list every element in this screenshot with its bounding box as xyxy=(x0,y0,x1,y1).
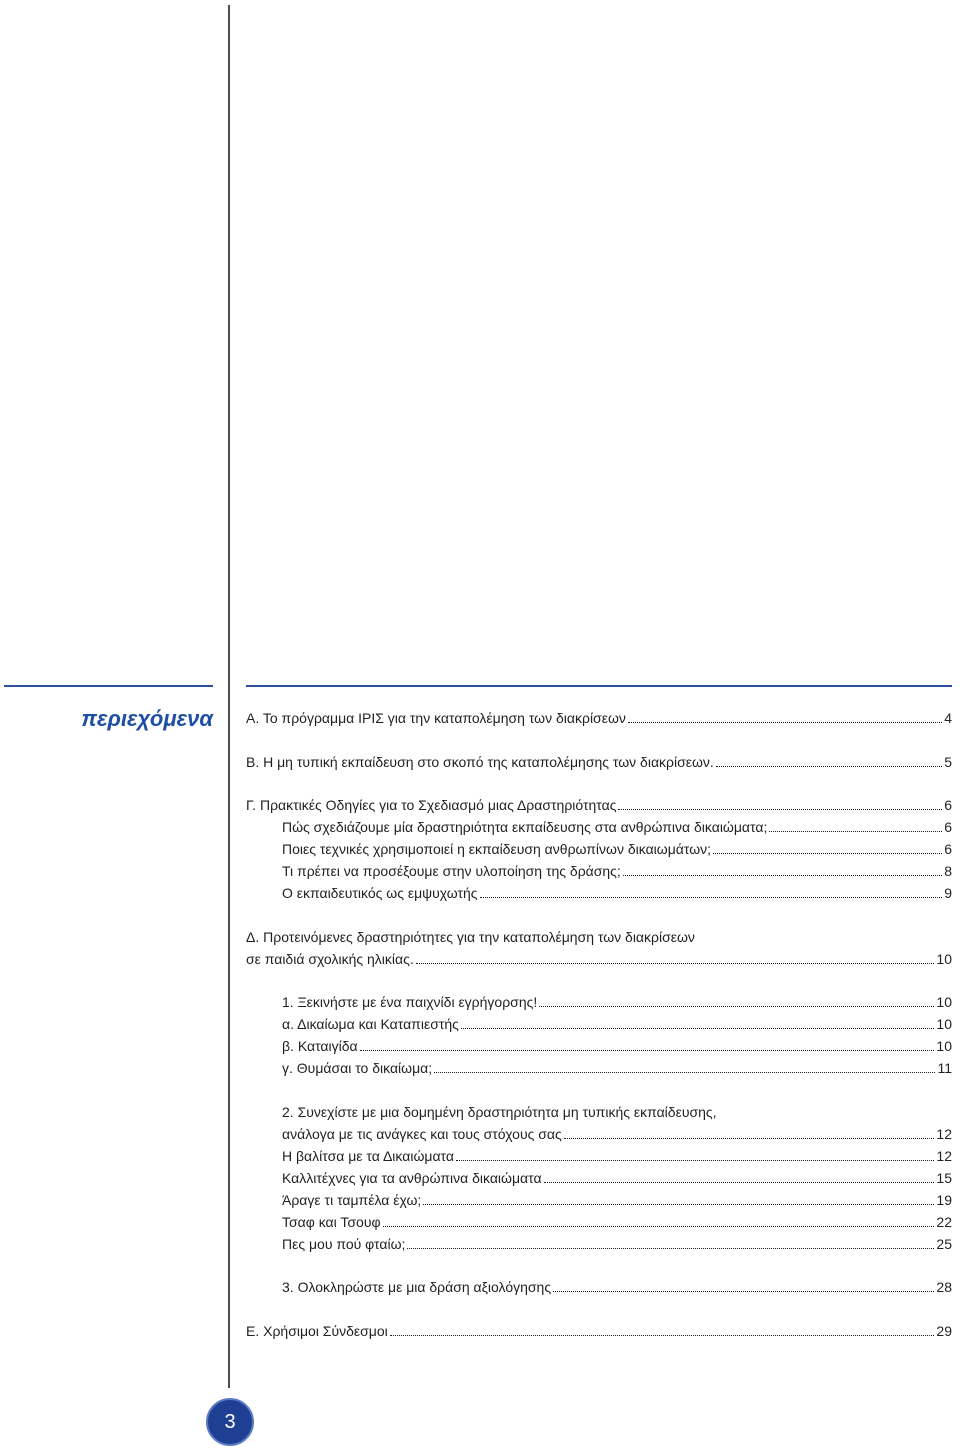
toc-entry-page: 10 xyxy=(936,950,952,967)
toc-entry-title: Η βαλίτσα με τα Δικαιώματα xyxy=(282,1147,454,1164)
toc-entry-page: 12 xyxy=(936,1147,952,1164)
toc-subentry xyxy=(246,1233,952,1255)
toc-subentry xyxy=(246,882,952,904)
toc-entry-page: 10 xyxy=(936,994,952,1010)
dot-leader xyxy=(623,875,942,876)
toc-entry-title: Άραγε τι ταμπέλα έχω; xyxy=(282,1191,422,1208)
toc-entry-title: β. Καταιγίδα xyxy=(282,1038,358,1054)
toc-entry-page: 6 xyxy=(944,819,952,835)
toc-subentry xyxy=(246,1276,952,1298)
toc-entry-page: 8 xyxy=(944,863,952,879)
toc-list xyxy=(246,707,952,1342)
dot-leader xyxy=(416,963,935,964)
title-rule xyxy=(4,685,213,687)
dot-leader xyxy=(407,1248,934,1249)
toc-subentry xyxy=(246,838,952,860)
toc-entry-page: 9 xyxy=(944,885,952,901)
toc-entry-page: 10 xyxy=(936,1016,952,1032)
toc-entry xyxy=(246,794,952,816)
toc-subentry xyxy=(246,1189,952,1211)
toc-entry-title: Τσαφ και Τσουφ xyxy=(282,1213,381,1230)
toc-subentry xyxy=(246,1123,952,1145)
toc-entry xyxy=(246,751,952,773)
toc-entry-first-line: Δ. Προτεινόμενες δραστηριότητες για την καταπολέμηση των διακρίσεων xyxy=(246,928,695,945)
page-title: περιεχόμενα xyxy=(81,706,213,731)
toc-entry-title: γ. Θυμάσαι το δικαίωμα; xyxy=(282,1060,433,1076)
page-number-badge: 3 xyxy=(206,1398,254,1446)
toc-entry-title: Ε. Χρήσιμοι Σύνδεσμοι xyxy=(246,1322,388,1339)
toc-subentry xyxy=(246,1013,952,1035)
toc-entry-page: 5 xyxy=(944,753,952,770)
dot-leader xyxy=(769,831,942,832)
toc-subentry xyxy=(246,860,952,882)
toc-entry-title: Πες μου πού φταίω; xyxy=(282,1235,406,1252)
toc-entry-first-line: 2. Συνεχίστε με μια δομημένη δραστηριότητα μη τυπικής εκπαίδευσης, xyxy=(282,1103,717,1120)
toc-entry-title: Β. Η μη τυπική εκπαίδευση στο σκοπό της καταπολέμησης των διακρίσεων. xyxy=(246,753,714,770)
dot-leader xyxy=(553,1291,934,1292)
toc-subentry xyxy=(246,991,952,1013)
toc-entry xyxy=(246,948,952,970)
dot-leader xyxy=(564,1138,935,1139)
toc-entry xyxy=(246,707,952,729)
dot-leader xyxy=(539,1006,934,1007)
dot-leader xyxy=(360,1050,935,1051)
toc-entry-page: 4 xyxy=(944,710,952,726)
toc-subentry xyxy=(246,1167,952,1189)
toc-top-rule xyxy=(246,685,952,687)
dot-leader xyxy=(544,1182,935,1183)
toc-entry-title: Γ. Πρακτικές Οδηγίες για το Σχεδιασμό μιας Δραστηριότητας xyxy=(246,797,617,813)
toc-entry-title: Πώς σχεδιάζουμε μία δραστηριότητα εκπαίδευσης στα ανθρώπινα δικαιώματα; xyxy=(282,819,768,835)
toc-entry-title: Ποιες τεχνικές χρησιμοποιεί η εκπαίδευση ανθρωπίνων δικαιωμάτων; xyxy=(282,841,712,857)
toc-entry-page: 6 xyxy=(944,841,952,857)
toc-entry-title: ανάλογα με τις ανάγκες και τους στόχους σας xyxy=(282,1125,562,1142)
dot-leader xyxy=(434,1072,935,1073)
toc-subentry xyxy=(246,1057,952,1079)
toc-entry-page: 19 xyxy=(936,1191,952,1208)
toc-entry-page: 29 xyxy=(936,1322,952,1339)
toc-entry-title: Ο εκπαιδευτικός ως εμψυχωτής xyxy=(282,885,478,901)
toc-entry-title: 1. Ξεκινήστε με ένα παιχνίδι εγρήγορσης! xyxy=(282,994,538,1010)
dot-leader xyxy=(480,897,943,898)
dot-leader xyxy=(423,1204,934,1205)
dot-leader xyxy=(628,722,942,723)
toc-entry-page: 25 xyxy=(936,1235,952,1252)
toc-entry-page: 22 xyxy=(936,1213,952,1230)
toc-entry-title: α. Δικαίωμα και Καταπιεστής xyxy=(282,1016,459,1032)
toc-entry-page: 10 xyxy=(936,1038,952,1054)
vertical-divider xyxy=(228,5,230,1388)
toc-entry-page: 28 xyxy=(936,1279,952,1295)
dot-leader xyxy=(713,853,942,854)
toc-entry-page: 6 xyxy=(944,797,952,813)
toc-subentry xyxy=(246,816,952,838)
toc-entry-title: Καλλιτέχνες για τα ανθρώπινα δικαιώματα xyxy=(282,1169,542,1186)
toc-subentry xyxy=(246,1035,952,1057)
toc-entry-title: Α. Το πρόγραμμα ΙΡΙΣ για την καταπολέμηση των διακρίσεων xyxy=(246,710,626,726)
dot-leader xyxy=(456,1160,934,1161)
toc-entry-title: σε παιδιά σχολικής ηλικίας. xyxy=(246,950,414,967)
toc-subentry xyxy=(246,1145,952,1167)
dot-leader xyxy=(461,1028,935,1029)
dot-leader xyxy=(390,1335,935,1336)
toc-subentry xyxy=(246,1211,952,1233)
dot-leader xyxy=(618,809,942,810)
toc-entry-title: 3. Ολοκληρώστε με μια δράση αξιολόγησης xyxy=(282,1279,552,1295)
toc-entry-page: 12 xyxy=(936,1125,952,1142)
dot-leader xyxy=(716,766,942,767)
dot-leader xyxy=(383,1226,935,1227)
toc-entry-title: Τι πρέπει να προσέξουμε στην υλοποίηση της δράσης; xyxy=(282,863,621,879)
toc-entry xyxy=(246,1320,952,1342)
toc-entry-page: 15 xyxy=(936,1169,952,1186)
toc-entry-page: 11 xyxy=(937,1060,952,1076)
